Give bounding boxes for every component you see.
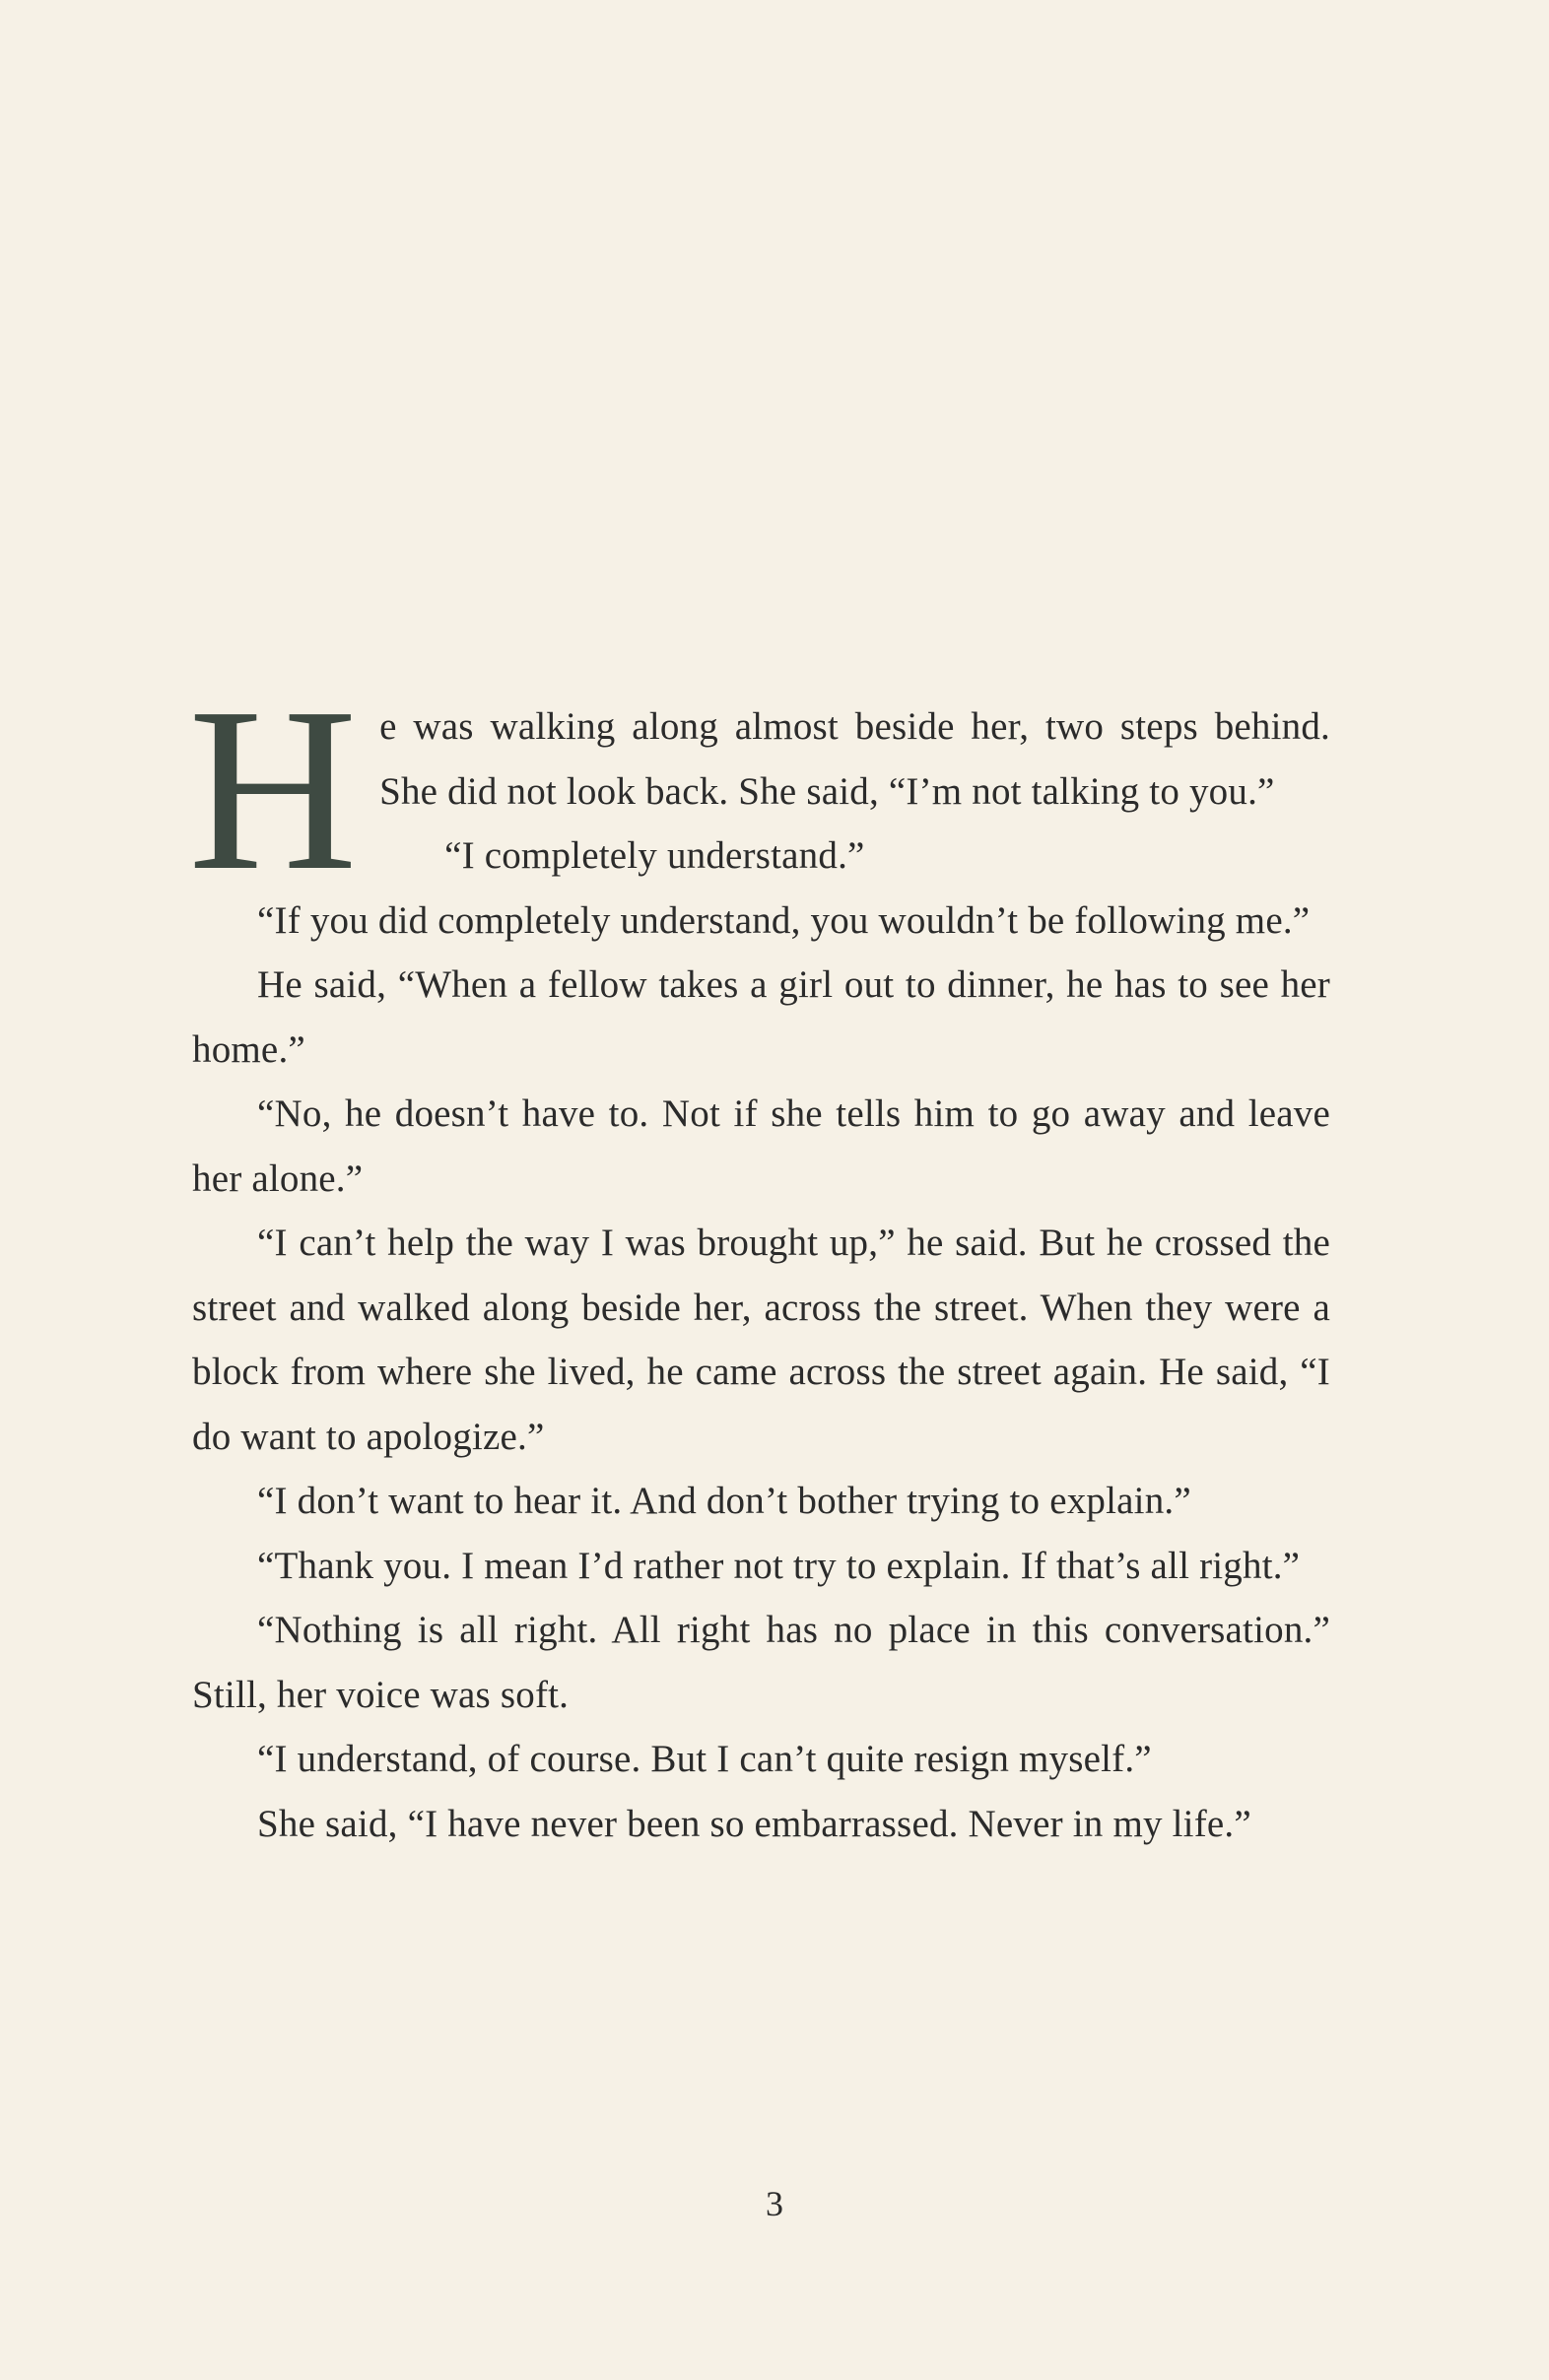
paragraph-5: “No, he doesn’t have to. Not if she tells him to go away and leave her alone.” [192, 1092, 1330, 1200]
paragraph-10: “I understand, of course. But I can’t quite resign myself.” [257, 1738, 1152, 1780]
paragraph-3: “If you did completely understand, you wouldn’t be following me.” [257, 898, 1311, 942]
paragraph-6: “I can’t help the way I was brought up,” he said. But he crossed the street and walked along beside her, across the street. When they were a block from where she lived, he came across the street again. He said, “I do want to apologize.” [192, 1222, 1330, 1458]
paragraph-2: “I completely understand.” [444, 834, 865, 877]
paragraph-9: “Nothing is all right. All right has no place in this conversation.” Still, her voice was soft. [192, 1609, 1330, 1716]
paragraph-11: She said, “I have never been so embarrassed. Never in my life.” [257, 1802, 1251, 1845]
page-number: 3 [766, 2184, 783, 2223]
body-text [188, 660, 1330, 1856]
paragraph-4: He said, “When a fellow takes a girl out to dinner, he has to see her home.” [192, 963, 1330, 1071]
paragraph-7: “I don’t want to hear it. And don’t bother trying to explain.” [257, 1480, 1191, 1522]
paragraph-1-text: e was walking along almost beside her, two steps behind. She did not look back. She said, “I’m not talking to you.” [379, 705, 1330, 813]
paragraph-8: “Thank you. I mean I’d rather not try to explain. If that’s all right.” [257, 1544, 1301, 1587]
drop-cap: H [188, 660, 359, 919]
